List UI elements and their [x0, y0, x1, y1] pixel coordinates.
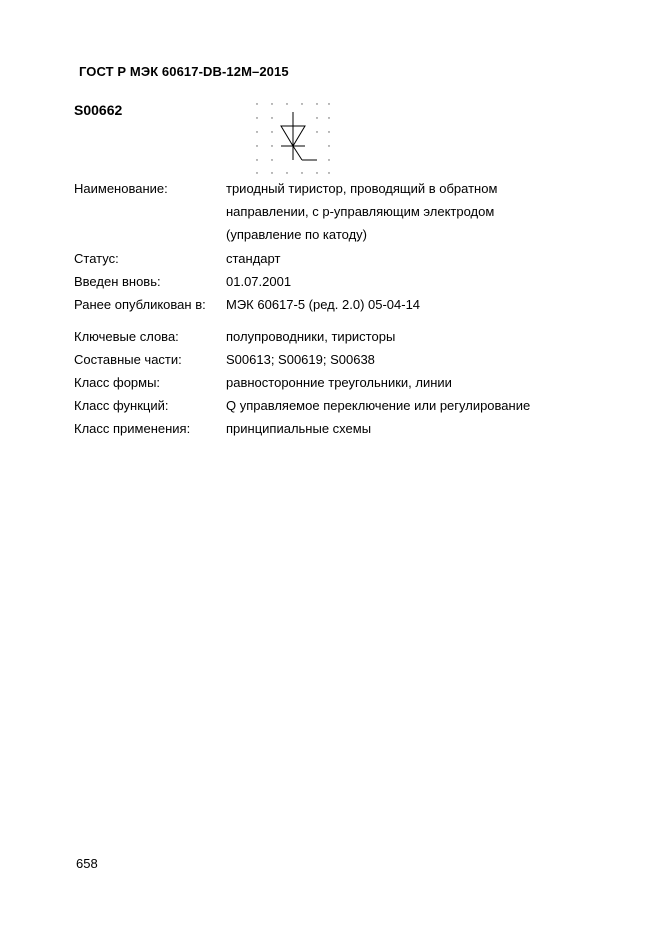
attribute-label: Класс функций: — [74, 398, 169, 413]
attribute-value: триодный тиристор, проводящий в обратном — [226, 181, 498, 196]
attribute-label: Ранее опубликован в: — [74, 297, 206, 312]
thyristor-symbol-icon — [250, 98, 340, 178]
attribute-value: МЭК 60617-5 (ред. 2.0) 05-04-14 — [226, 297, 421, 312]
attribute-label: Класс формы: — [74, 375, 161, 390]
attribute-label: Составные части: — [74, 352, 182, 367]
attribute-value: полупроводники, тиристоры — [226, 329, 396, 344]
document-header: ГОСТ Р МЭК 60617-DB-12М–2015 — [79, 64, 289, 79]
attribute-value: принципиальные схемы — [226, 421, 372, 436]
attribute-value: (управление по катоду) — [226, 227, 368, 242]
attribute-label: Ключевые слова: — [74, 329, 179, 344]
attribute-label: Наименование: — [74, 181, 168, 196]
attribute-value: Q управляемое переключение или регулирование — [226, 398, 531, 413]
symbol-id: S00662 — [74, 102, 123, 118]
attribute-value: S00613; S00619; S00638 — [226, 352, 375, 367]
attribute-label: Введен вновь: — [74, 274, 161, 289]
attribute-value: равносторонние треугольники, линии — [226, 375, 452, 390]
attribute-label: Статус: — [74, 251, 119, 266]
attribute-value: направлении, с p-управляющим электродом — [226, 204, 495, 219]
attribute-value: 01.07.2001 — [226, 274, 292, 289]
attribute-label: Класс применения: — [74, 421, 191, 436]
page-number: 658 — [76, 856, 98, 871]
attribute-value: стандарт — [226, 251, 281, 266]
